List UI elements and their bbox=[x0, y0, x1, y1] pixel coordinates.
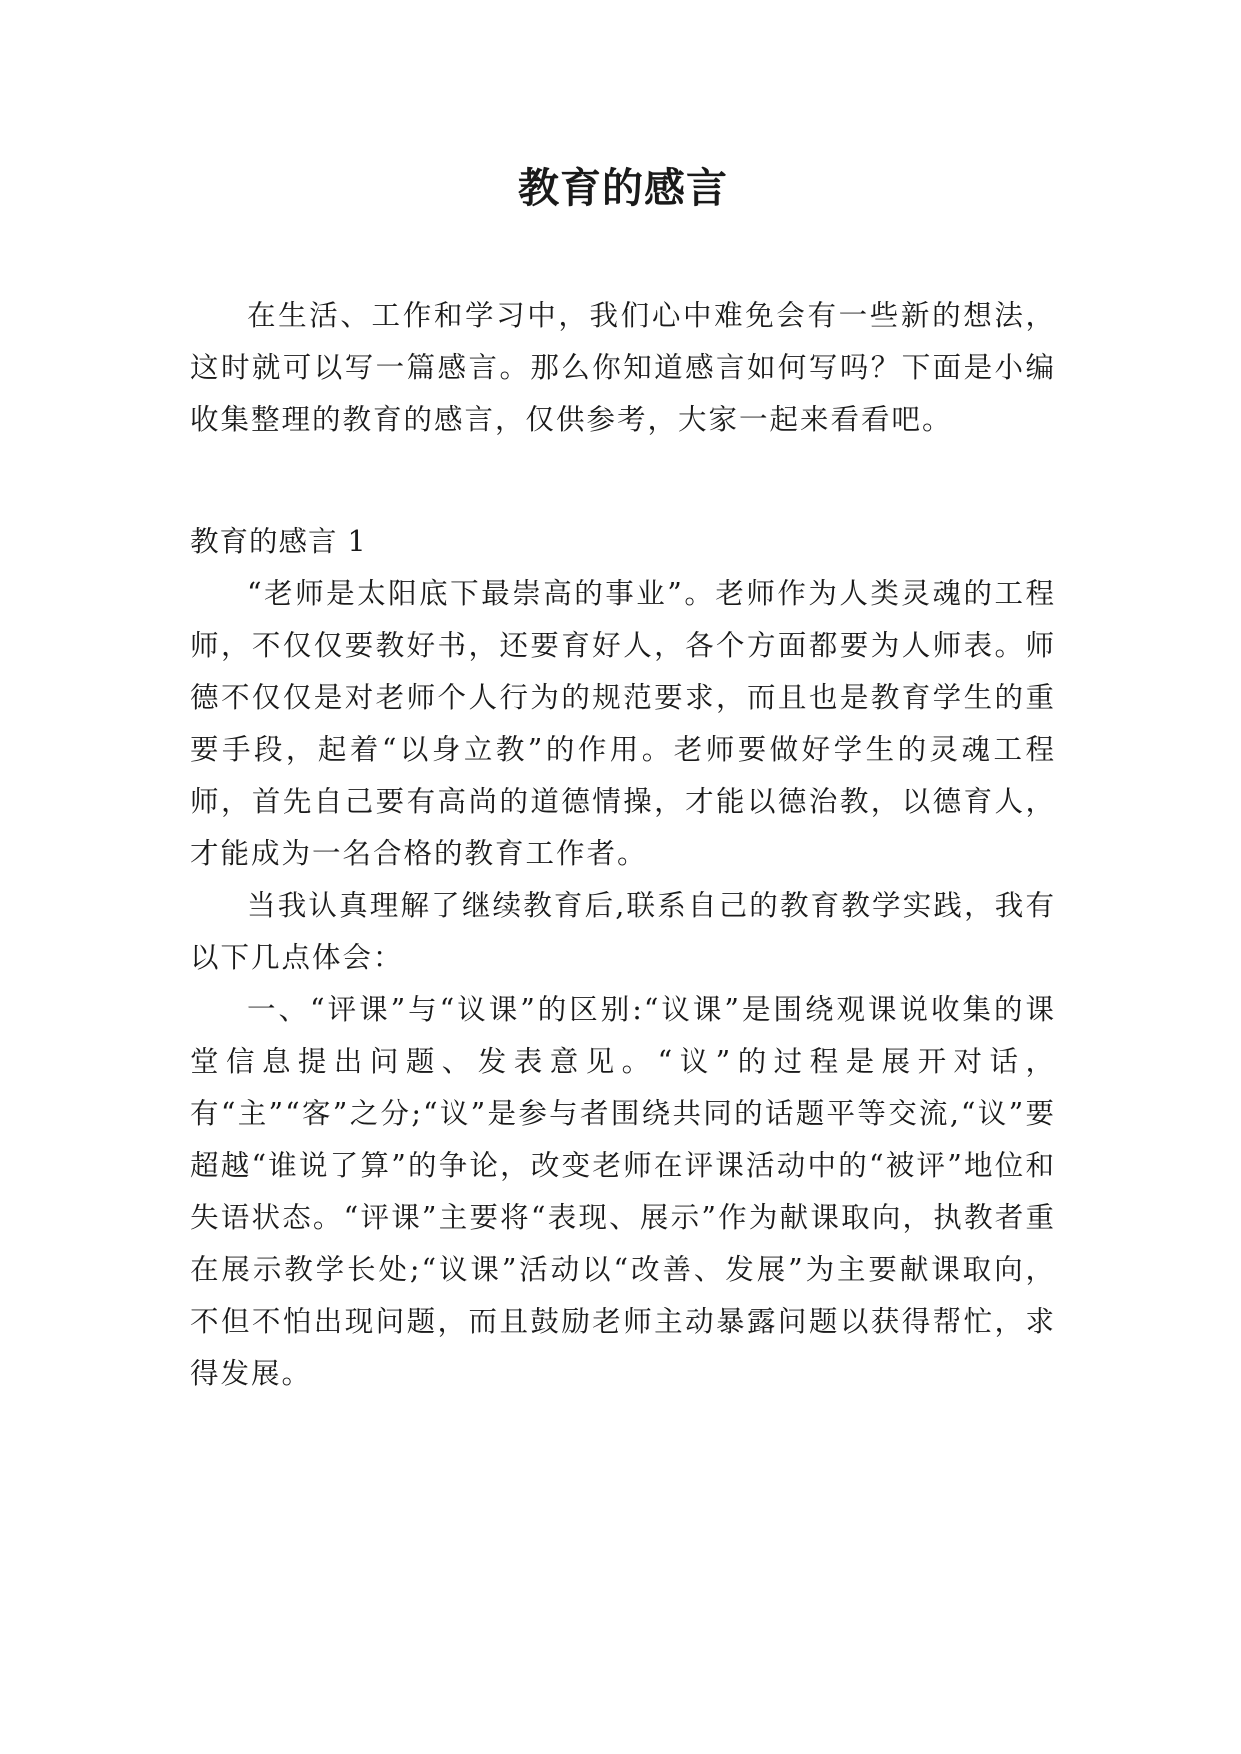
section-heading: 教育的感言 1 bbox=[190, 525, 367, 558]
body-paragraph-2: 当我认真理解了继续教育后,联系自己的教育教学实践，我有以下几点体会： bbox=[190, 889, 1056, 974]
document-title: 教育的感言 bbox=[518, 164, 728, 212]
intro-section bbox=[190, 290, 1056, 446]
intro-paragraph: 在生活、工作和学习中，我们心中难免会有一些新的想法，这时就可以写一篇感言。那么你知道感言如何写吗？下面是小编收集整理的教育的感言，仅供参考，大家一起来看看吧。 bbox=[190, 299, 1056, 436]
body-paragraph-1: “老师是太阳底下最崇高的事业”。老师作为人类灵魂的工程师，不仅仅要教好书，还要育好人，各个方面都要为人师表。师德不仅仅是对老师个人行为的规范要求，而且也是教育学生的重要手段，起着“以身立教”的作用。老师要做好学生的灵魂工程师，首先自己要有高尚的道德情操，才能以德治教，以德育人，才能成为一名合格的教育工作者。 bbox=[190, 577, 1056, 870]
body-paragraph-3: 一、“评课”与“议课”的区别:“议课”是围绕观课说收集的课堂信息提出问题、发表意见。“议”的过程是展开对话，有“主”“客”之分;“议”是参与者围绕共同的话题平等交流,“议”要超越“谁说了算”的争论，改变老师在评课活动中的“被评”地位和失语状态。“评课”主要将“表现、展示”作为献课取向，执教者重在展示教学长处;“议课”活动以“改善、发展”为主要献课取向，不但不怕出现问题，而且鼓励老师主动暴露问题以获得帮忙，求得发展。 bbox=[190, 993, 1056, 1390]
section-body bbox=[190, 568, 1056, 1400]
